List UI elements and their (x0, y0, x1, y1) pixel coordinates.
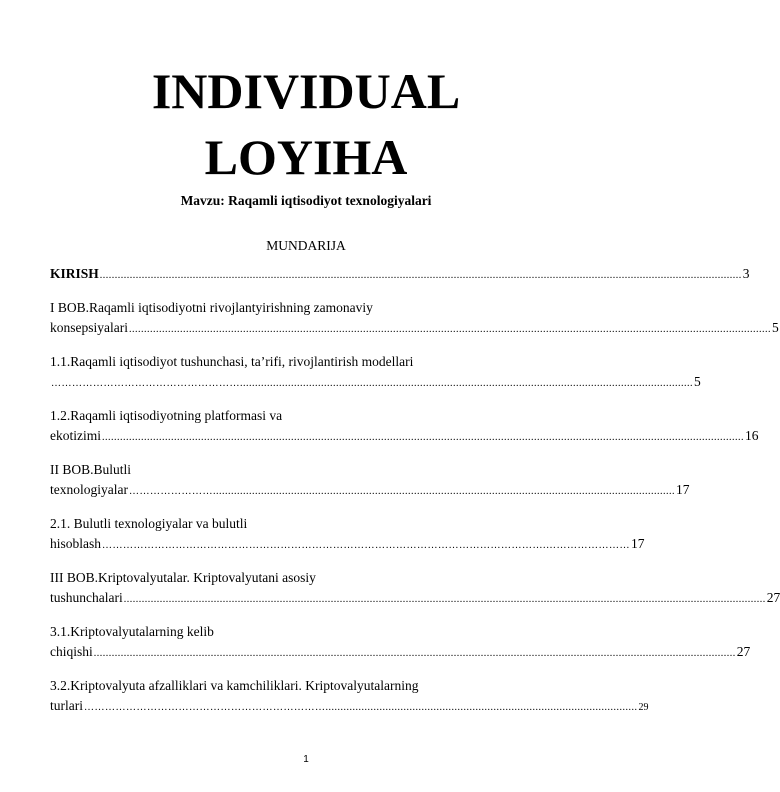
toc-entry-chapter-1 (50, 298, 779, 340)
toc-entry-1-2 (50, 406, 759, 448)
dot-leader: ………………………………………………....................................................................................................................................................... (51, 378, 693, 389)
toc-entry-3-2 (50, 676, 649, 718)
toc-entry-title: KIRISH (50, 266, 99, 281)
toc-entry-page: 17 (631, 536, 645, 551)
toc-entry-title-cont: ekotizimi (50, 428, 101, 443)
dot-leader: ...................................................................................................................................................................................................................... (102, 432, 744, 443)
toc-entry-chapter-3 (50, 568, 780, 610)
table-of-contents (50, 264, 780, 730)
toc-entry-page: 3 (742, 266, 750, 281)
toc-entry-page: 16 (745, 428, 759, 443)
toc-entry-page: 5 (771, 320, 779, 335)
toc-entry-page: 27 (766, 590, 780, 605)
dot-leader: ……………………………………………………………........................................................................................................ (84, 702, 638, 713)
dot-leader: ...................................................................................................................................................................................................................... (123, 594, 766, 605)
toc-entry-chapter-2 (50, 460, 690, 502)
toc-entry-3-1 (50, 622, 751, 664)
toc-entry-page: 5 (694, 374, 701, 389)
toc-entry-page: 29 (638, 702, 649, 713)
subtitle: Mavzu: Raqamli iqtisodiyot texnologiyalari (180, 193, 432, 208)
toc-entry-title-cont: turlari (50, 698, 83, 713)
toc-entry-1-1 (50, 352, 701, 394)
title-line-1: INDIVIDUAL (151, 63, 461, 119)
title-line-2: LOYIHA (204, 129, 408, 185)
toc-entry-title-cont: texnologiyalar (50, 482, 128, 497)
toc-entry-title-cont: tushunchalari (50, 590, 123, 605)
toc-entry-2-1 (50, 514, 645, 556)
toc-entry-title: I BOB.Raqamli iqtisodiyotni rivojlantyirishning zamonaviy (50, 300, 373, 315)
dot-leader: …………………….......................................................................................................................................................... (128, 486, 675, 497)
toc-heading: MUNDARIJA (266, 238, 346, 253)
toc-entry-title: II BOB.Bulutli (50, 462, 132, 477)
toc-entry-page: 17 (675, 482, 690, 497)
page-number: 1 (303, 754, 309, 765)
toc-entry-title-cont: chiqishi (50, 644, 93, 659)
toc-entry-page: 27 (736, 644, 751, 659)
toc-entry-kirish (50, 264, 750, 286)
toc-entry-title-cont: hisoblash (50, 536, 102, 551)
toc-entry-title: 3.1.Kriptovalyutalarning kelib (50, 624, 214, 639)
toc-entry-title: 1.2.Raqamli iqtisodiyotning platformasi va (50, 408, 283, 423)
dot-leader: ...................................................................................................................................................................................................................... (99, 270, 742, 281)
toc-entry-title: III BOB.Kriptovalyutalar. Kriptovalyutani asosiy (50, 570, 316, 585)
toc-entry-title: 1.1.Raqamli iqtisodiyot tushunchasi, ta’rifi, rivojlantirish modellari (50, 354, 414, 369)
dot-leader: ……………………………………………………………………………………………………………….…………………… (102, 540, 631, 551)
dot-leader: ...................................................................................................................................................................................................................... (128, 324, 771, 335)
toc-entry-title: 2.1. Bulutli texnologiyalar va bulutli (50, 516, 248, 531)
dot-leader: ...................................................................................................................................................................................................................... (93, 648, 736, 659)
toc-entry-title-cont: konsepsiyalari (50, 320, 128, 335)
toc-entry-title: 3.2.Kriptovalyuta afzalliklari va kamchiliklari. Kriptovalyutalarning (50, 678, 419, 693)
